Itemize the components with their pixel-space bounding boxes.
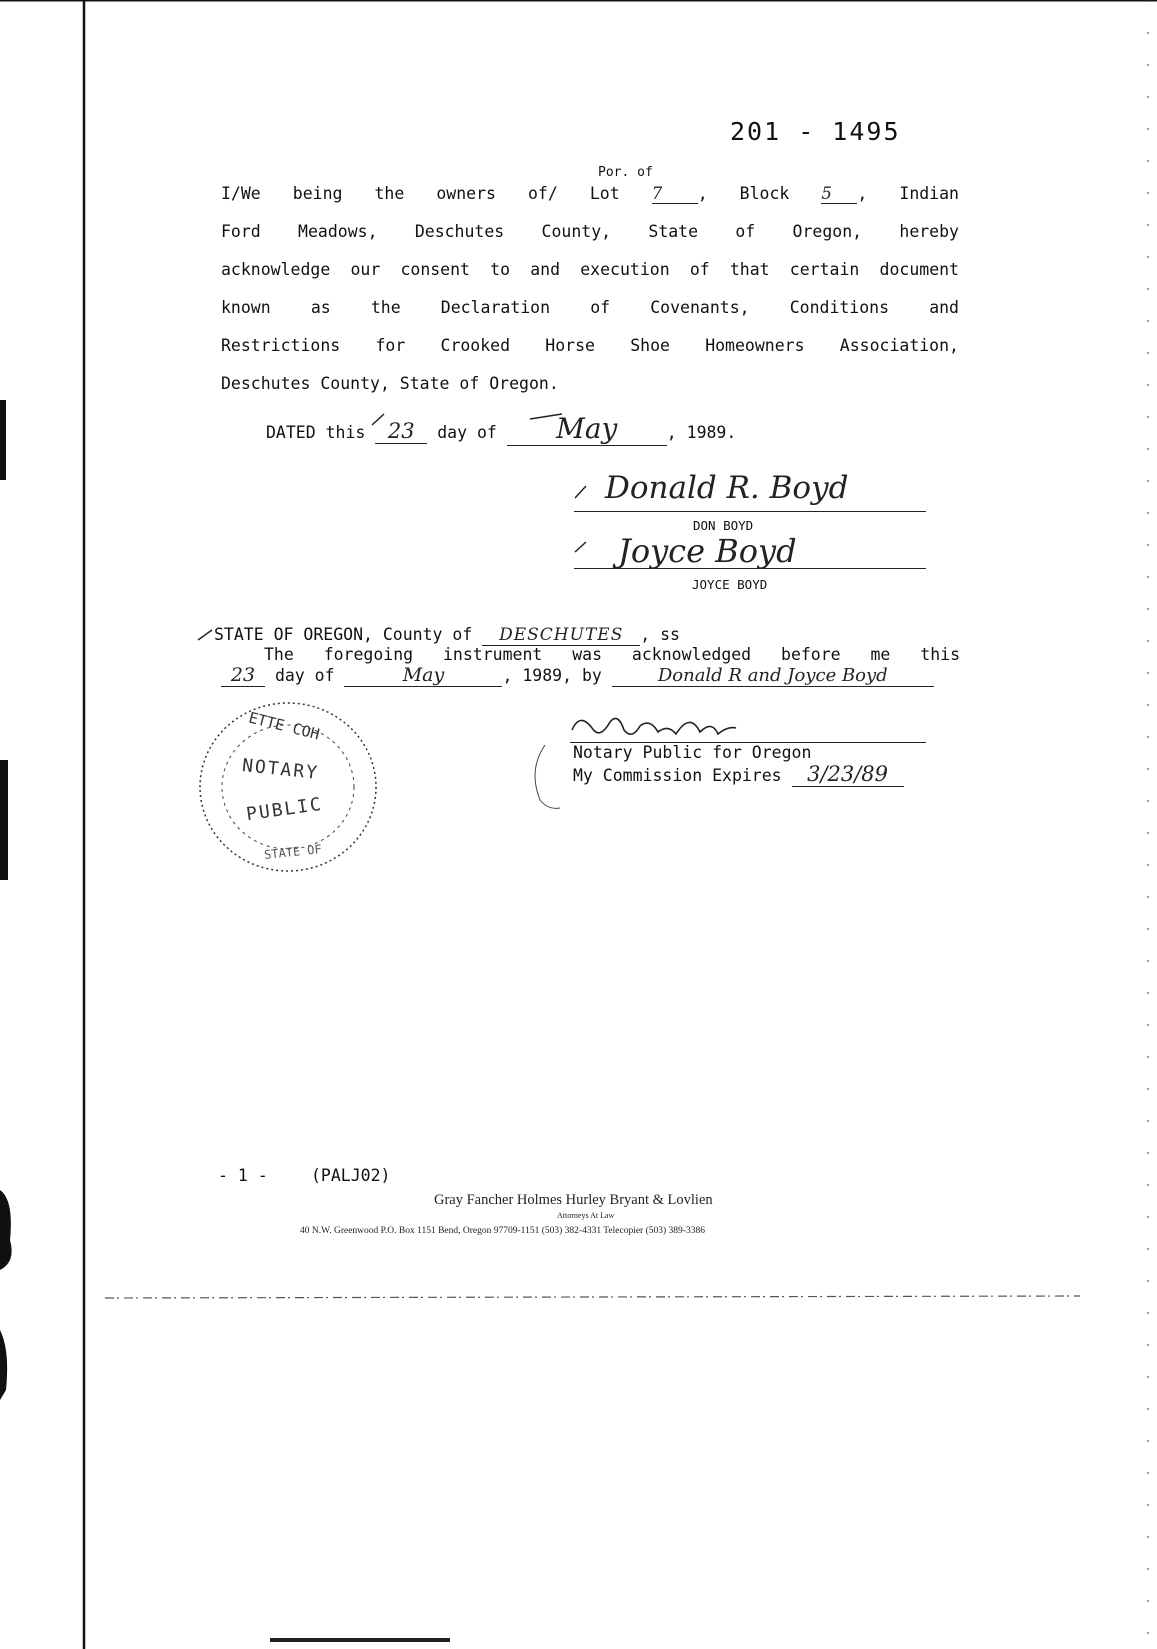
dated-prefix: DATED this xyxy=(266,423,366,442)
seal-notary-text: NOTARY xyxy=(241,755,320,784)
portion-of-annotation: Por. of xyxy=(598,165,653,180)
lot-value: 7 xyxy=(652,184,698,204)
body-line-6: Deschutes County, State of Oregon. xyxy=(221,374,559,393)
notary-commission xyxy=(573,762,904,787)
document-code: (PALJ02) xyxy=(311,1166,391,1185)
notary-county-value: DESCHUTES xyxy=(482,625,640,646)
notary-month-value: May xyxy=(344,664,502,687)
notary-day-of: day of xyxy=(274,666,335,685)
seal-public-text: PUBLIC xyxy=(244,793,325,826)
signature-don-boyd: Donald R. Boyd xyxy=(605,470,849,506)
lot-label: Lot xyxy=(589,184,620,203)
body-line-2: Ford Meadows, Deschutes County, State of Oregon, hereby xyxy=(221,222,959,241)
document-number: 201 - 1495 xyxy=(730,117,901,146)
dated-day-of: day of xyxy=(437,423,497,442)
signer-name-don-boyd: DON BOYD xyxy=(693,518,754,533)
dated-day-value: 23 xyxy=(375,419,427,444)
notary-year-by: , 1989, by xyxy=(502,666,602,685)
notary-seal xyxy=(190,697,386,877)
page-number: - 1 - xyxy=(218,1166,268,1185)
notary-title: Notary Public for Oregon xyxy=(573,743,812,762)
seal-rim-text: STATE OF xyxy=(263,842,323,862)
signer-name-joyce-boyd: JOYCE BOYD xyxy=(692,577,768,592)
notary-ack-text: The foregoing instrument was acknowledged before me this xyxy=(264,645,960,664)
body-line-1-start: I/We being the owners of/ xyxy=(221,184,558,203)
law-firm-address: 40 N.W. Greenwood P.O. Box 1151 Bend, Oregon 97709-1151 (503) 382-4331 Telecopier (503) 389-3386 xyxy=(300,1226,705,1236)
notary-state-suffix: , ss xyxy=(640,625,680,644)
body-line-5: Restrictions for Crooked Horse Shoe Homeowners Association, xyxy=(221,336,959,355)
dated-month-value: May xyxy=(507,412,667,446)
seal-top-text: ETTE COH xyxy=(246,708,322,744)
law-firm-name: Gray Fancher Holmes Hurley Bryant & Lovlien xyxy=(434,1192,713,1208)
notary-by-value: Donald R and Joyce Boyd xyxy=(612,665,934,687)
law-firm-subtitle: Attorneys At Law xyxy=(557,1211,615,1220)
notary-day-value: 23 xyxy=(221,664,265,687)
body-line-4: known as the Declaration of Covenants, Conditions and xyxy=(221,298,959,317)
signature-joyce-boyd: Joyce Boyd xyxy=(618,532,797,570)
body-line-1-end: , Indian xyxy=(857,184,959,203)
dated-year: , 1989. xyxy=(666,423,737,442)
notary-commission-value: 3/23/89 xyxy=(792,762,904,787)
block-label: , Block xyxy=(697,184,790,203)
notary-state-prefix: STATE OF OREGON, County of xyxy=(214,625,473,644)
block-value: 5 xyxy=(821,184,857,204)
notary-commission-label: My Commission Expires xyxy=(573,766,782,785)
body-line-3: acknowledge our consent to and execution of that certain document xyxy=(221,260,959,279)
